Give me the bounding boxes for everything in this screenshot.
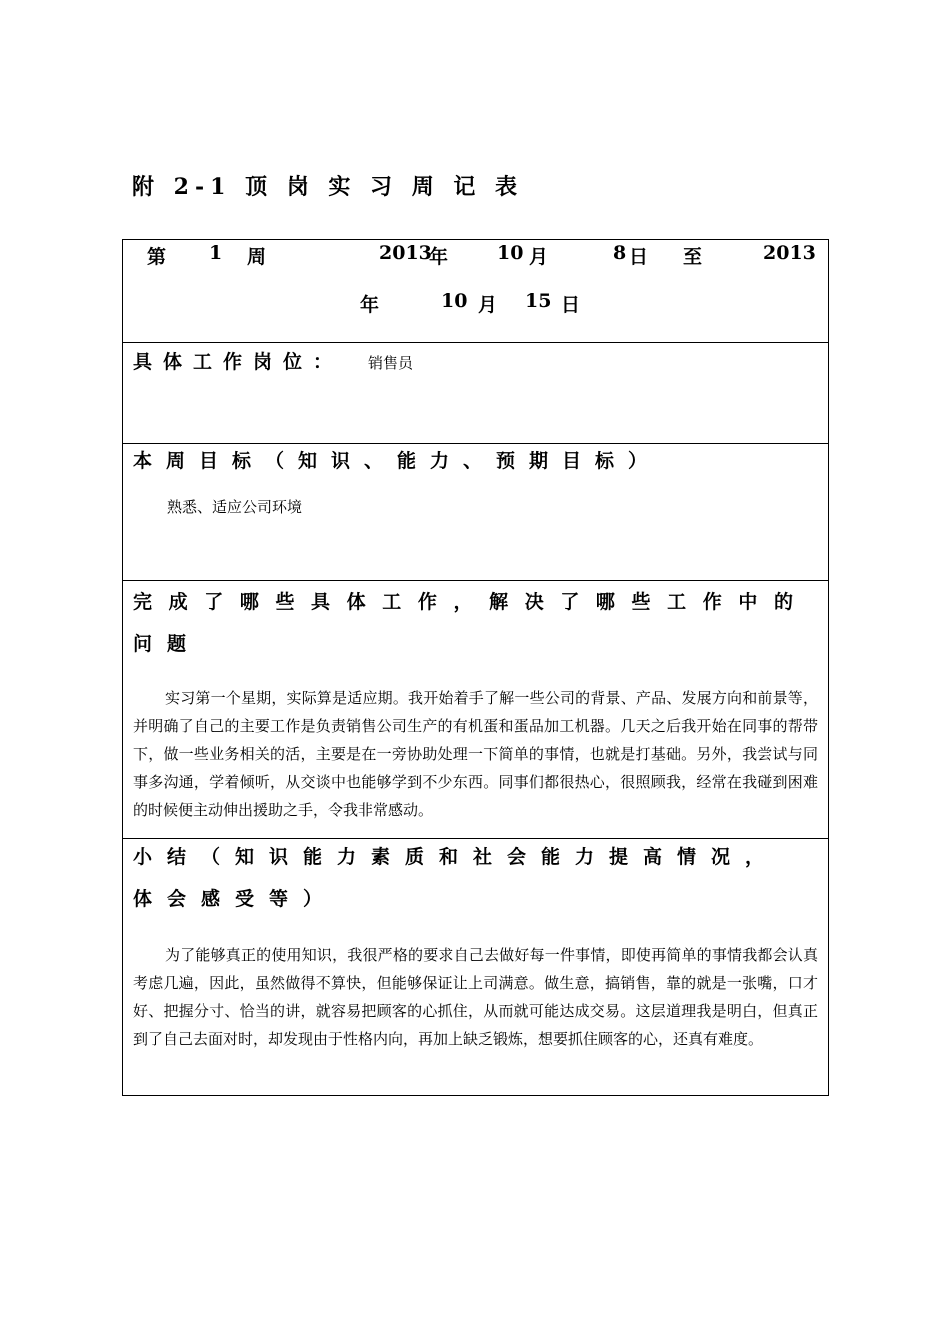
start-month: 10 — [497, 242, 524, 264]
start-day: 8 — [613, 242, 627, 264]
week-period-line-1 — [143, 242, 816, 270]
to-label: 至 — [683, 246, 703, 268]
end-month-label: 月 — [478, 294, 498, 316]
start-day-label: 日 — [629, 246, 649, 268]
work-completed-row — [123, 580, 828, 838]
end-year-label: 年 — [360, 294, 380, 316]
summary-row — [123, 838, 828, 1095]
start-year-label: 年 — [429, 246, 449, 268]
document-title: 附 2-1 顶 岗 实 习 周 记 表 — [132, 174, 524, 200]
week-suffix: 周 — [247, 246, 267, 268]
week-number: 1 — [209, 242, 223, 264]
start-year: 2013 — [379, 242, 432, 264]
work-completed-text: 实习第一个星期，实际算是适应期。我开始着手了解一些公司的背景、产品、发展方向和前景等，并明确了自己的主要工作是负责销售公司生产的有机蛋和蛋品加工机器。几天之后我开始在同事的帮带下，做一些业务相关的活，主要是在一旁协助处理一下简单的事情，也就是打基础。另外，我尝试与同事多沟通，学着倾听，从交谈中也能够学到不少东西。同事们都很热心，很照顾我，经常在我碰到困难的时候便主动伸出援助之手，令我非常感动。 — [133, 689, 818, 819]
weekly-record-table — [122, 239, 829, 1096]
summary-text: 为了能够真正的使用知识，我很严格的要求自己去做好每一件事情，即使再简单的事情我都会认真考虑几遍，因此，虽然做得不算快，但能够保证让上司满意。做生意，搞销售，靠的就是一张嘴，口才好、把握分寸、恰当的讲，就容易把顾客的心抓住，从而就可能达成交易。这层道理我是明白，但真正到了自己去面对时，却发现由于性格内向，再加上缺乏锻炼，想要抓住顾客的心，还真有难度。 — [133, 946, 818, 1048]
end-day: 15 — [525, 290, 552, 312]
end-month: 10 — [441, 290, 468, 312]
job-position-label: 具体工作岗位： — [133, 351, 344, 373]
weekly-goals-heading: 本周目标（知识、能力、预期目标） — [133, 450, 662, 472]
weekly-goals-text: 熟悉、适应公司环境 — [167, 498, 303, 516]
end-day-label: 日 — [561, 294, 581, 316]
job-position-row — [123, 342, 828, 443]
week-prefix: 第 — [147, 246, 167, 268]
summary-heading: 小结（知识能力素质和社会能力提高情况，体会感受等） — [133, 846, 780, 910]
week-period-line-2 — [123, 290, 828, 318]
job-position-value: 销售员 — [368, 354, 414, 372]
end-year: 2013 — [763, 242, 816, 264]
week-period-row — [123, 240, 828, 342]
work-completed-heading: 完成了哪些具体工作，解决了哪些工作中的问题 — [133, 591, 808, 655]
start-month-label: 月 — [529, 246, 549, 268]
weekly-goals-row — [123, 443, 828, 580]
